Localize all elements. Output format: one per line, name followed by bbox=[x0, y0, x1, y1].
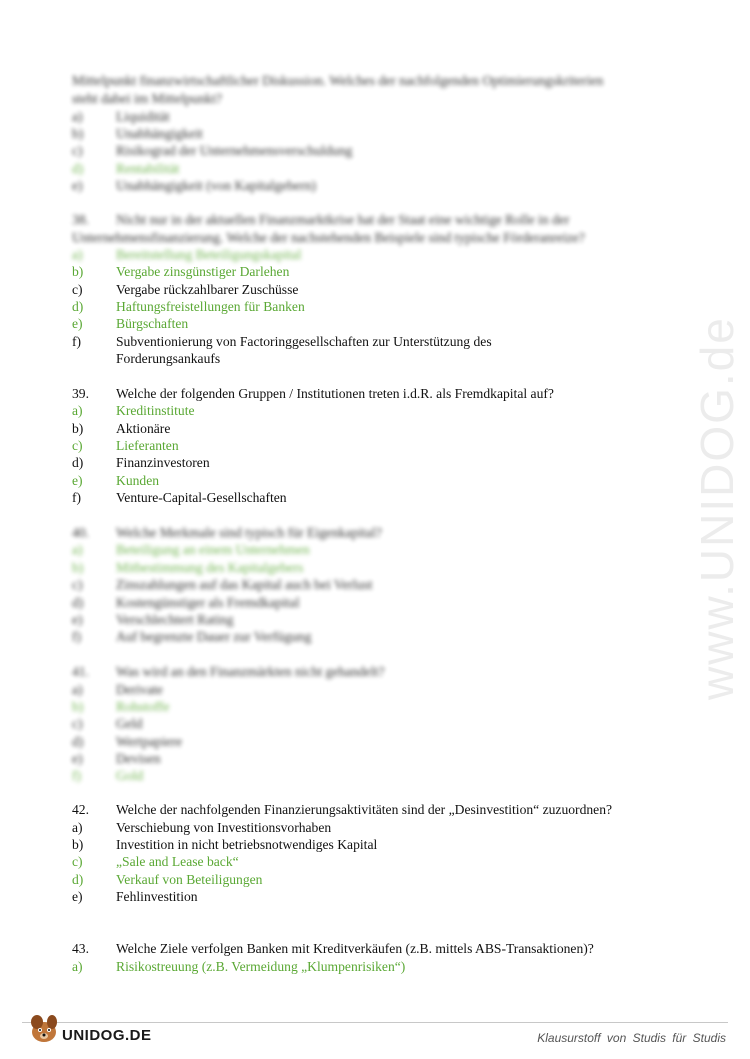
answer-option-correct: f) Gold bbox=[72, 768, 144, 783]
answer-option: a) Derivate bbox=[72, 682, 163, 697]
answer-option-correct: a) Bereitstellung Beteiligungskapital bbox=[72, 247, 302, 262]
answer-option: d) Kostengünstiger als Fremdkapital bbox=[72, 595, 300, 610]
answer-option: a) Verschiebung von Investitionsvorhaben bbox=[72, 820, 332, 835]
question-text-line: Mittelpunkt finanzwirtschaftlicher Diskussion. Welches der nachfolgenden Optimierungskriterien bbox=[72, 73, 604, 88]
answer-option: c) Zinszahlungen auf das Kapital auch bei Verlust bbox=[72, 577, 373, 592]
answer-option-correct: d) Haftungsfreistellungen für Banken bbox=[72, 299, 305, 314]
answer-option-correct: e) Bürgschaften bbox=[72, 316, 189, 331]
answer-option: d) Wertpapiere bbox=[72, 734, 183, 749]
answer-option: b) Investition in nicht betriebsnotwendiges Kapital bbox=[72, 837, 378, 852]
question-heading: 42. Welche der nachfolgenden Finanzierungsaktivitäten sind der „Desinvestition“ zuzuordnen? bbox=[72, 802, 613, 817]
answer-option-correct: b) Mitbestimmung des Kapitalgebers bbox=[72, 560, 304, 575]
question-heading: 38. Nicht nur in der aktuellen Finanzmarktkrise hat der Staat eine wichtige Rolle in der bbox=[72, 212, 570, 227]
answer-option-continued: Forderungsankaufs bbox=[116, 351, 221, 366]
answer-option-correct: d) Verkauf von Beteiligungen bbox=[72, 872, 263, 887]
answer-option: e) Verschlechtert Rating bbox=[72, 612, 234, 627]
answer-option: b) Unabhängigkeit bbox=[72, 126, 203, 141]
answer-option: c) Geld bbox=[72, 716, 143, 731]
footer-tagline: Klausurstoff von Studis für Studis bbox=[537, 1031, 726, 1045]
question-heading: 43. Welche Ziele verfolgen Banken mit Kreditverkäufen (z.B. mittels ABS-Transaktionen)? bbox=[72, 941, 594, 956]
answer-option-correct: e) Kunden bbox=[72, 473, 160, 488]
answer-option: f) Auf begrenzte Dauer zur Verfügung bbox=[72, 629, 312, 644]
answer-option: c) Vergabe rückzahlbarer Zuschüsse bbox=[72, 282, 299, 297]
question-heading: 41. Was wird an den Finanzmärkten nicht gehandelt? bbox=[72, 664, 385, 679]
answer-option-correct: b) Rohstoffe bbox=[72, 699, 170, 714]
answer-option: f) Subventionierung von Factoringgesellschaften zur Unterstützung des bbox=[72, 334, 492, 349]
answer-option-correct: c) Lieferanten bbox=[72, 438, 179, 453]
answer-option: e) Unabhängigkeit (von Kapitalgebern) bbox=[72, 178, 317, 193]
answer-option-correct: c) „Sale and Lease back“ bbox=[72, 854, 239, 869]
answer-option: f) Venture-Capital-Gesellschaften bbox=[72, 490, 287, 505]
answer-option: c) Risikograd der Unternehmensverschuldung bbox=[72, 143, 353, 158]
answer-option-correct: a) Kreditinstitute bbox=[72, 403, 195, 418]
answer-option-correct: b) Vergabe zinsgünstiger Darlehen bbox=[72, 264, 290, 279]
logo-text: UNIDOG.DE bbox=[62, 1027, 152, 1044]
question-heading: 39. Welche der folgenden Gruppen / Institutionen treten i.d.R. als Fremdkapital auf? bbox=[72, 386, 554, 401]
question-text-line: Unternehmensfinanzierung. Welche der nachstehenden Beispiele sind typische Förderanreize? bbox=[72, 230, 585, 245]
watermark: www.UNIDOG.de bbox=[691, 316, 743, 700]
answer-option-correct: d) Rentabilität bbox=[72, 161, 180, 176]
answer-option-correct: a) Beteiligung an einem Unternehmen bbox=[72, 542, 310, 557]
question-text-line: steht dabei im Mittelpunkt? bbox=[72, 91, 222, 106]
answer-option: e) Devisen bbox=[72, 751, 161, 766]
answer-option-correct: a) Risikostreuung (z.B. Vermeidung „Klumpenrisiken“) bbox=[72, 959, 406, 974]
answer-option: b) Aktionäre bbox=[72, 421, 171, 436]
answer-option: a) Liquidität bbox=[72, 109, 170, 124]
question-heading: 40. Welche Merkmale sind typisch für Eigenkapital? bbox=[72, 525, 382, 540]
answer-option: d) Finanzinvestoren bbox=[72, 455, 210, 470]
answer-option: e) Fehlinvestition bbox=[72, 889, 198, 904]
